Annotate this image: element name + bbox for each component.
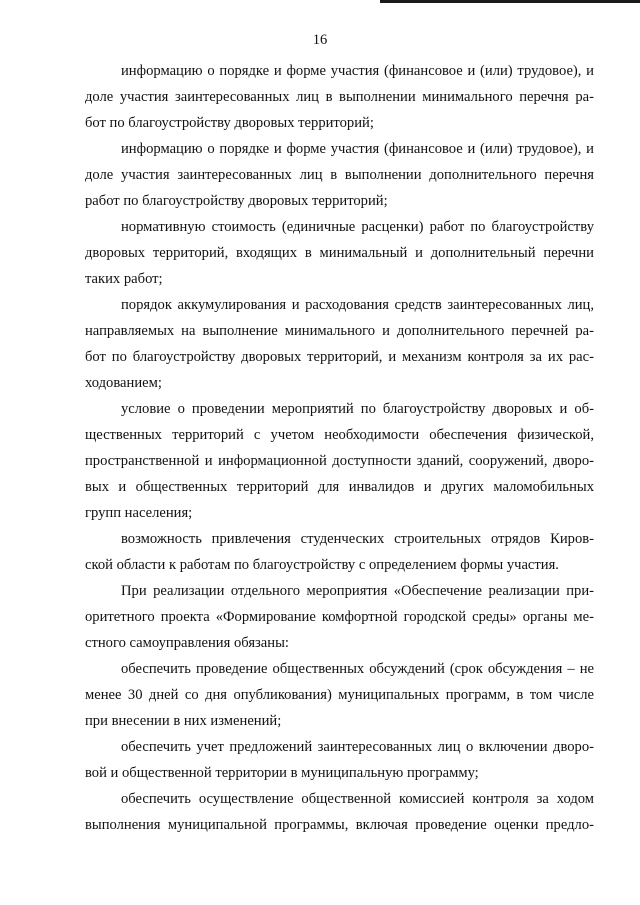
paragraph xyxy=(85,656,594,734)
paragraph xyxy=(85,396,594,526)
text-line: вых и общественных территорий для инвалидов и других маломобильных xyxy=(85,479,594,495)
paragraph xyxy=(85,214,594,292)
text-line: доле участия заинтересованных лиц в выполнении дополнительного перечня xyxy=(85,167,594,183)
text-line: возможность привлечения студенческих строительных отрядов Киров- xyxy=(121,531,594,547)
text-line: информацию о порядке и форме участия (финансовое и (или) трудовое), и xyxy=(121,63,594,79)
text-line: при внесении в них изменений; xyxy=(85,713,282,729)
paragraph xyxy=(85,578,594,656)
text-line: стного самоуправления обязаны: xyxy=(85,635,289,651)
text-line: выполнения муниципальной программы, включая проведение оценки предло- xyxy=(85,817,594,833)
paragraph xyxy=(85,734,594,786)
text-line: доле участия заинтересованных лиц в выполнении минимального перечня ра- xyxy=(85,89,594,105)
text-line: При реализации отдельного мероприятия «Обеспечение реализации при- xyxy=(121,583,594,599)
text-line: вой и общественной территории в муниципальную программу; xyxy=(85,765,479,781)
text-line: нормативную стоимость (единичные расценки) работ по благоустройству xyxy=(121,219,594,235)
paragraph xyxy=(85,136,594,214)
text-line: менее 30 дней со дня опубликования) муниципальных программ, в том числе xyxy=(85,687,594,703)
document-body xyxy=(85,58,594,838)
text-line: таких работ; xyxy=(85,271,163,287)
text-line: порядок аккумулирования и расходования средств заинтересованных лиц, xyxy=(121,297,594,313)
paragraph xyxy=(85,526,594,578)
text-line: щественных территорий с учетом необходимости обеспечения физической, xyxy=(85,427,594,443)
text-line: пространственной и информационной доступности зданий, сооружений, дворо- xyxy=(85,453,594,469)
text-line: информацию о порядке и форме участия (финансовое и (или) трудовое), и xyxy=(121,141,594,157)
page-number: 16 xyxy=(312,32,328,48)
text-line: ходованием; xyxy=(85,375,162,391)
paragraph xyxy=(85,292,594,396)
text-line: оритетного проекта «Формирование комфортной городской среды» органы ме- xyxy=(85,609,594,625)
text-line: дворовых территорий, входящих в минимальный и дополнительный перечни xyxy=(85,245,594,261)
text-line: направляемых на выполнение минимального и дополнительного перечней ра- xyxy=(85,323,594,339)
scan-border-line xyxy=(380,0,640,3)
text-line: групп населения; xyxy=(85,505,193,521)
text-line: работ по благоустройству дворовых территорий; xyxy=(85,193,388,209)
text-line: обеспечить учет предложений заинтересованных лиц о включении дворо- xyxy=(121,739,594,755)
text-line: ской области к работам по благоустройству с определением формы участия. xyxy=(85,557,559,573)
text-line: условие о проведении мероприятий по благоустройству дворовых и об- xyxy=(121,401,594,417)
text-line: обеспечить осуществление общественной комиссией контроля за ходом xyxy=(121,791,594,807)
paragraph xyxy=(85,786,594,838)
paragraph xyxy=(85,58,594,136)
text-line: бот по благоустройству дворовых территорий; xyxy=(85,115,374,131)
text-line: обеспечить проведение общественных обсуждений (срок обсуждения – не xyxy=(121,661,594,677)
text-line: бот по благоустройству дворовых территорий, и механизм контроля за их рас- xyxy=(85,349,594,365)
